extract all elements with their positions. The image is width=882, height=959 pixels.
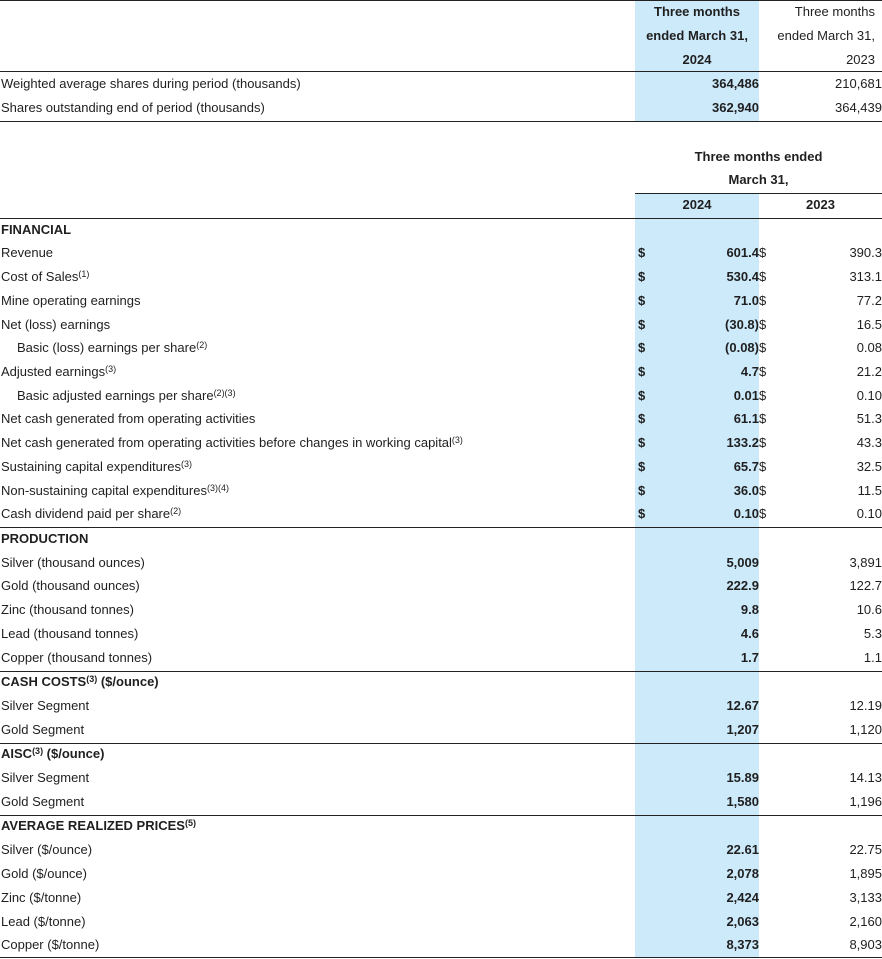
currency-2023: $ — [759, 364, 767, 379]
row-label: Zinc ($/tonne) — [1, 890, 82, 905]
value-2024: 71.0 — [733, 293, 759, 308]
section-title-average-realized-prices: AVERAGE REALIZED PRICES$^{(5)}$ — [1, 818, 196, 833]
value-2024: 2,424 — [726, 890, 759, 905]
row-label: Basic adjusted earnings per share$^{(2)(3)}$ — [17, 388, 236, 403]
value-2023: 21.2 — [856, 364, 882, 379]
rule-shares-bottom — [0, 121, 882, 122]
value-2024: 0.10 — [733, 506, 759, 521]
currency-2023: $ — [759, 269, 767, 284]
row-label: Shares outstanding end of period (thousands) — [1, 100, 265, 115]
section-title-aisc: AISC$^{(3)}$ ($/ounce) — [1, 746, 105, 761]
value-2023: 3,133 — [849, 890, 882, 905]
row-label: Mine operating earnings — [1, 293, 141, 308]
value-2024: 601.4 — [726, 245, 759, 260]
currency-2024: $ — [638, 317, 646, 332]
currency-2024: $ — [638, 411, 646, 426]
value-2023: 3,891 — [849, 555, 882, 570]
row-label: Net (loss) earnings — [1, 317, 111, 332]
row-label: Adjusted earnings$^{(3)}$ — [1, 364, 117, 379]
row-label: Net cash generated from operating activities before changes in working capital$^{(3)}$ — [1, 435, 463, 450]
currency-2023: $ — [759, 411, 767, 426]
value-2023: 390.3 — [849, 245, 882, 260]
row-label: Silver Segment — [1, 698, 90, 713]
row-label: Silver Segment — [1, 770, 90, 785]
value-2023: 5.3 — [863, 626, 882, 641]
value-2023: 0.08 — [856, 340, 882, 355]
rule-financial-end — [0, 527, 882, 528]
value-2023: 1,120 — [849, 722, 882, 737]
row-label: Silver (thousand ounces) — [1, 555, 145, 570]
row-label: Lead ($/tonne) — [1, 914, 86, 929]
currency-2024: $ — [638, 245, 646, 260]
value-2023: 77.2 — [856, 293, 882, 308]
section-title-financial: FINANCIAL — [1, 222, 72, 237]
row-label: Gold (thousand ounces) — [1, 578, 140, 593]
row-label: Basic (loss) earnings per share$^{(2)}$ — [17, 340, 208, 355]
currency-2024: $ — [638, 506, 646, 521]
value-2023: 10.6 — [856, 602, 882, 617]
value-2023: 0.10 — [856, 388, 882, 403]
currency-2024: $ — [638, 459, 646, 474]
section-title-cash-costs: CASH COSTS$^{(3)}$ ($/ounce) — [1, 674, 159, 689]
value-2023: 8,903 — [849, 937, 882, 952]
value-2024: 61.1 — [733, 411, 759, 426]
rule-shares-header — [0, 71, 882, 72]
currency-2023: $ — [759, 506, 767, 521]
value-2024: 5,009 — [726, 555, 759, 570]
rule-production-end — [0, 671, 882, 672]
shares-header-2024-line1: Three months — [654, 4, 740, 19]
value-2023: 32.5 — [856, 459, 882, 474]
row-label: Revenue — [1, 245, 54, 260]
main-header-2023: 2023 — [806, 197, 835, 212]
currency-2023: $ — [759, 340, 767, 355]
main-header-2024: 2024 — [682, 197, 712, 212]
row-label: Cash dividend paid per share$^{(2)}$ — [1, 506, 182, 521]
value-2023: 210,681 — [835, 76, 882, 91]
main-header-line2: March 31, — [728, 172, 789, 187]
value-2024: 133.2 — [726, 435, 759, 450]
shares-header-2023-line2: ended March 31, — [777, 28, 875, 43]
value-2024: 2,078 — [726, 866, 759, 881]
currency-2024: $ — [638, 388, 646, 403]
row-label: Copper ($/tonne) — [1, 937, 100, 952]
value-2024: (0.08) — [725, 340, 759, 355]
value-2024: 22.61 — [726, 842, 759, 857]
currency-2024: $ — [638, 364, 646, 379]
rule-main-header — [0, 218, 882, 219]
value-2024: 1,580 — [726, 794, 759, 809]
rule-top — [0, 0, 882, 1]
value-2023: 364,439 — [835, 100, 882, 115]
value-2023: 0.10 — [856, 506, 882, 521]
value-2024: 2,063 — [726, 914, 759, 929]
value-2024: 530.4 — [726, 269, 759, 284]
currency-2023: $ — [759, 459, 767, 474]
currency-2024: $ — [638, 435, 646, 450]
row-label: Non-sustaining capital expenditures$^{(3)(4)}$ — [1, 483, 229, 498]
row-label: Net cash generated from operating activities — [1, 411, 256, 426]
value-2024: 222.9 — [726, 578, 759, 593]
value-2024: 362,940 — [712, 100, 759, 115]
value-2024: 36.0 — [733, 483, 759, 498]
value-2024: (30.8) — [725, 317, 759, 332]
value-2024: 8,373 — [726, 937, 759, 952]
row-label: Sustaining capital expenditures$^{(3)}$ — [1, 459, 192, 474]
currency-2023: $ — [759, 435, 767, 450]
value-2023: 43.3 — [856, 435, 882, 450]
value-2024: 1.7 — [740, 650, 759, 665]
row-label: Gold Segment — [1, 794, 85, 809]
row-label: Silver ($/ounce) — [1, 842, 93, 857]
currency-2023: $ — [759, 388, 767, 403]
value-2024: 1,207 — [726, 722, 759, 737]
value-2023: 22.75 — [849, 842, 882, 857]
rule-aisc-end — [0, 815, 882, 816]
value-2023: 2,160 — [849, 914, 882, 929]
value-2023: 122.7 — [849, 578, 882, 593]
value-2024: 0.01 — [733, 388, 759, 403]
currency-2024: $ — [638, 483, 646, 498]
value-2024: 12.67 — [726, 698, 759, 713]
value-2023: 1,196 — [849, 794, 882, 809]
value-2023: 1,895 — [849, 866, 882, 881]
currency-2024: $ — [638, 293, 646, 308]
row-label: Gold Segment — [1, 722, 85, 737]
currency-2024: $ — [638, 269, 646, 284]
row-label: Lead (thousand tonnes) — [1, 626, 139, 641]
shares-header-2024-line3: 2024 — [682, 52, 712, 67]
currency-2023: $ — [759, 483, 767, 498]
value-2024: 4.7 — [740, 364, 759, 379]
value-2024: 4.6 — [740, 626, 759, 641]
shares-header-2023-line1: Three months — [794, 4, 875, 19]
rule-cashcosts-end — [0, 743, 882, 744]
shares-header-2024-line2: ended March 31, — [646, 28, 748, 43]
value-2023: 12.19 — [849, 698, 882, 713]
row-label: Cost of Sales$^{(1)}$ — [1, 269, 90, 284]
row-label: Zinc (thousand tonnes) — [1, 602, 134, 617]
currency-2023: $ — [759, 245, 767, 260]
value-2023: 1.1 — [863, 650, 882, 665]
row-label: Weighted average shares during period (thousands) — [1, 76, 301, 91]
shares-header-2023-line3: 2023 — [846, 52, 875, 67]
row-label: Gold ($/ounce) — [1, 866, 87, 881]
row-label: Copper (thousand tonnes) — [1, 650, 153, 665]
value-2023: 11.5 — [857, 483, 882, 498]
value-2023: 313.1 — [849, 269, 882, 284]
currency-2023: $ — [759, 317, 767, 332]
main-header-line1: Three months ended — [694, 149, 823, 164]
value-2024: 15.89 — [726, 770, 759, 785]
value-2023: 16.5 — [856, 317, 882, 332]
rule-bottom — [0, 957, 882, 958]
value-2024: 65.7 — [733, 459, 759, 474]
value-2023: 51.3 — [856, 411, 882, 426]
rule-main-header-mid — [635, 193, 882, 194]
currency-2023: $ — [759, 293, 767, 308]
section-title-production: PRODUCTION — [1, 531, 89, 546]
value-2023: 14.13 — [849, 770, 882, 785]
value-2024: 364,486 — [712, 76, 759, 91]
value-2024: 9.8 — [740, 602, 759, 617]
currency-2024: $ — [638, 340, 646, 355]
